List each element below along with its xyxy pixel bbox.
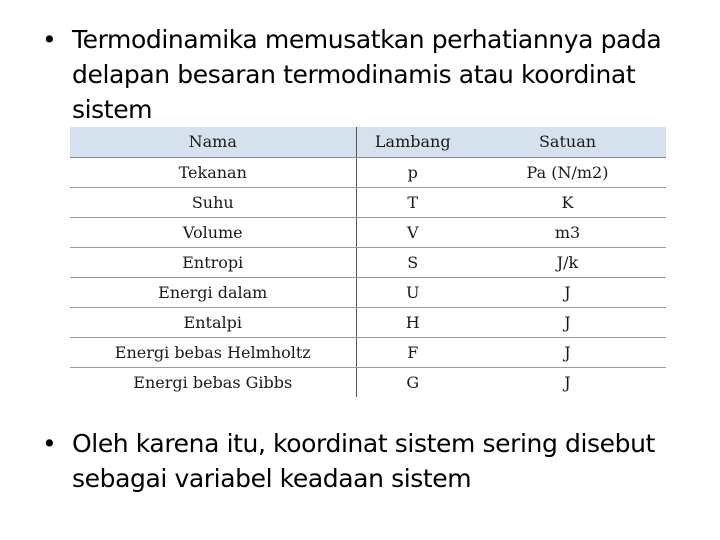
cell-lambang: V	[356, 217, 469, 247]
cell-satuan: J/k	[469, 247, 666, 277]
cell-satuan: K	[469, 187, 666, 217]
table-row	[70, 337, 666, 367]
cell-lambang: F	[356, 337, 469, 367]
cell-nama: Suhu	[70, 187, 356, 217]
cell-satuan: J	[469, 337, 666, 367]
cell-lambang: H	[356, 307, 469, 337]
table-row	[70, 247, 666, 277]
cell-satuan: J	[469, 277, 666, 307]
cell-nama: Entropi	[70, 247, 356, 277]
cell-lambang: S	[356, 247, 469, 277]
cell-satuan: J	[564, 372, 571, 392]
cell-lambang: G	[406, 372, 420, 392]
table-row	[70, 277, 666, 307]
cell-nama: Tekanan	[70, 157, 356, 187]
bullet-text: Termodinamika memusatkan perhatiannya pada delapan besaran termodinamis atau koordinat sistem	[72, 25, 662, 124]
cell-satuan: Pa (N/m2)	[469, 157, 666, 187]
table-header-row	[70, 127, 666, 157]
table-row	[70, 157, 666, 187]
bullet-text: Oleh karena itu, koordinat sistem sering disebut sebagai variabel keadaan sistem	[72, 429, 655, 493]
bullet-symbol: •	[42, 25, 57, 54]
column-header-lambang: Lambang	[356, 127, 469, 157]
column-header-satuan: Satuan	[469, 127, 666, 157]
cell-satuan: m3	[469, 217, 666, 247]
table-row	[70, 367, 666, 397]
bullet-point-2	[42, 426, 682, 496]
cell-lambang: U	[356, 277, 469, 307]
cell-nama: Volume	[70, 217, 356, 247]
bullet-point-1	[42, 22, 682, 127]
thermo-variables-table	[70, 127, 666, 397]
cell-satuan: J	[469, 307, 666, 337]
cell-lambang: p	[356, 157, 469, 187]
cell-nama: Energi dalam	[70, 277, 356, 307]
cell-nama: Entalpi	[70, 307, 356, 337]
table-row	[70, 217, 666, 247]
bullet-symbol: •	[42, 429, 57, 458]
table-row	[70, 307, 666, 337]
cell-nama: Energi bebas Helmholtz	[70, 337, 356, 367]
cell-nama: Energi bebas Gibbs	[70, 367, 356, 397]
table-row	[70, 187, 666, 217]
column-header-nama: Nama	[70, 127, 356, 157]
cell-lambang: T	[356, 187, 469, 217]
thermo-variables-table-wrapper	[70, 127, 666, 400]
